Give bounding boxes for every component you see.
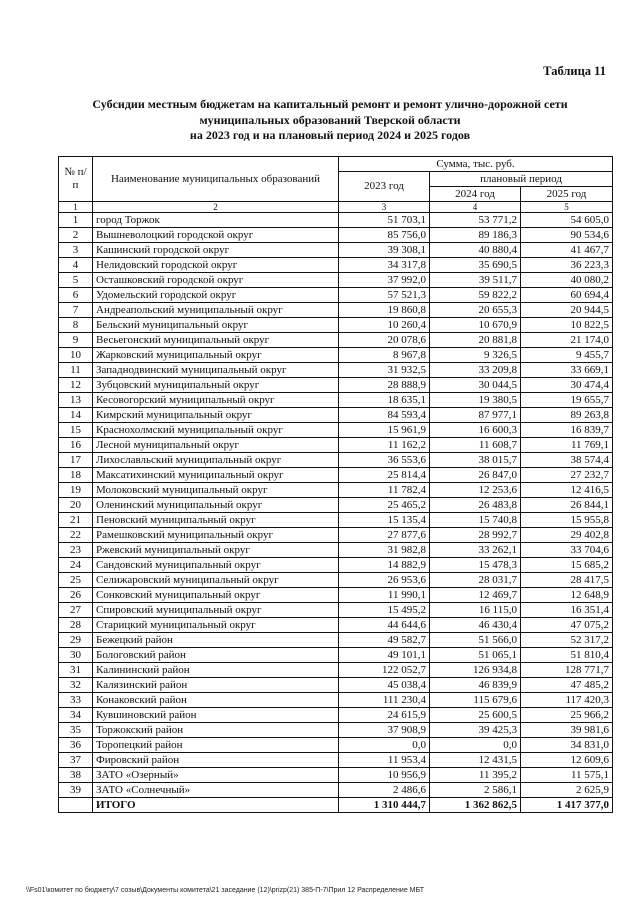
title-line-1: Субсидии местным бюджетам на капитальный ремонт и ремонт улично-дорожной сети xyxy=(92,97,568,111)
amount-2024: 25 600,5 xyxy=(430,708,521,723)
municipality-name: Западнодвинский муниципальный округ xyxy=(93,363,339,378)
column-index: 2 xyxy=(93,202,339,213)
amount-2023: 11 782,4 xyxy=(339,483,430,498)
row-number: 6 xyxy=(59,288,93,303)
amount-2023: 24 615,9 xyxy=(339,708,430,723)
amount-2023: 11 990,1 xyxy=(339,588,430,603)
amount-2025: 25 966,2 xyxy=(521,708,613,723)
amount-2023: 27 877,6 xyxy=(339,528,430,543)
amount-2024: 46 839,9 xyxy=(430,678,521,693)
amount-2023: 28 888,9 xyxy=(339,378,430,393)
amount-2025: 20 944,5 xyxy=(521,303,613,318)
amount-2024: 28 031,7 xyxy=(430,573,521,588)
amount-2023: 31 932,5 xyxy=(339,363,430,378)
municipality-name: Сандовский муниципальный округ xyxy=(93,558,339,573)
amount-2024: 2 586,1 xyxy=(430,783,521,798)
table-row xyxy=(59,453,613,468)
amount-2023: 84 593,4 xyxy=(339,408,430,423)
amount-2025: 2 625,9 xyxy=(521,783,613,798)
amount-2023: 11 953,4 xyxy=(339,753,430,768)
total-2024: 1 362 862,5 xyxy=(430,798,521,813)
amount-2025: 19 655,7 xyxy=(521,393,613,408)
municipality-name: Лихославльский муниципальный округ xyxy=(93,453,339,468)
table-row xyxy=(59,468,613,483)
column-index: 3 xyxy=(339,202,430,213)
row-number: 30 xyxy=(59,648,93,663)
amount-2025: 30 474,4 xyxy=(521,378,613,393)
amount-2024: 9 326,5 xyxy=(430,348,521,363)
row-number: 14 xyxy=(59,408,93,423)
row-number: 28 xyxy=(59,618,93,633)
amount-2023: 15 961,9 xyxy=(339,423,430,438)
amount-2024: 53 771,2 xyxy=(430,213,521,228)
amount-2025: 10 822,5 xyxy=(521,318,613,333)
amount-2024: 126 934,8 xyxy=(430,663,521,678)
municipality-name: Вышневолоцкий городской округ xyxy=(93,228,339,243)
amount-2023: 10 260,4 xyxy=(339,318,430,333)
row-number: 15 xyxy=(59,423,93,438)
municipality-name: Бологовский район xyxy=(93,648,339,663)
row-number: 35 xyxy=(59,723,93,738)
municipality-name: Лесной муниципальный округ xyxy=(93,438,339,453)
municipality-name: Бежецкий район xyxy=(93,633,339,648)
amount-2025: 15 685,2 xyxy=(521,558,613,573)
header-sum: Сумма, тыс. руб. xyxy=(339,157,613,172)
municipality-name: Весьегонский муниципальный округ xyxy=(93,333,339,348)
amount-2024: 87 977,1 xyxy=(430,408,521,423)
amount-2023: 37 908,9 xyxy=(339,723,430,738)
column-index-row xyxy=(59,202,613,213)
table-row xyxy=(59,408,613,423)
amount-2023: 19 860,8 xyxy=(339,303,430,318)
municipality-name: Жарковский муниципальный округ xyxy=(93,348,339,363)
amount-2023: 8 967,8 xyxy=(339,348,430,363)
total-2025: 1 417 377,0 xyxy=(521,798,613,813)
amount-2024: 12 253,6 xyxy=(430,483,521,498)
municipality-name: Ржевский муниципальный округ xyxy=(93,543,339,558)
amount-2025: 28 417,5 xyxy=(521,573,613,588)
amount-2025: 54 605,0 xyxy=(521,213,613,228)
row-number: 33 xyxy=(59,693,93,708)
amount-2024: 10 670,9 xyxy=(430,318,521,333)
municipality-name: Торопецкий район xyxy=(93,738,339,753)
municipality-name: Оленинский муниципальный округ xyxy=(93,498,339,513)
amount-2024: 51 065,1 xyxy=(430,648,521,663)
amount-2025: 36 223,3 xyxy=(521,258,613,273)
municipality-name: Нелидовский городской округ xyxy=(93,258,339,273)
header-name: Наименование муниципальных образований xyxy=(93,157,339,202)
table-row xyxy=(59,348,613,363)
row-number: 31 xyxy=(59,663,93,678)
table-row xyxy=(59,693,613,708)
amount-2023: 51 703,1 xyxy=(339,213,430,228)
municipality-name: Калязинский район xyxy=(93,678,339,693)
municipality-name: Краснохолмский муниципальный округ xyxy=(93,423,339,438)
amount-2025: 39 981,6 xyxy=(521,723,613,738)
municipality-name: Кашинский городской округ xyxy=(93,243,339,258)
amount-2025: 60 694,4 xyxy=(521,288,613,303)
table-label: Таблица 11 xyxy=(543,64,606,78)
amount-2025: 12 609,6 xyxy=(521,753,613,768)
amount-2023: 85 756,0 xyxy=(339,228,430,243)
table-row xyxy=(59,423,613,438)
header-num: № п/п xyxy=(59,157,93,202)
amount-2025: 52 317,2 xyxy=(521,633,613,648)
table-row xyxy=(59,753,613,768)
municipality-name: Старицкий муниципальный округ xyxy=(93,618,339,633)
amount-2025: 16 351,4 xyxy=(521,603,613,618)
amount-2024: 19 380,5 xyxy=(430,393,521,408)
amount-2024: 15 478,3 xyxy=(430,558,521,573)
amount-2023: 25 465,2 xyxy=(339,498,430,513)
municipality-name: Кимрский муниципальный округ xyxy=(93,408,339,423)
municipality-name: Андреапольский муниципальный округ xyxy=(93,303,339,318)
total-num-cell xyxy=(59,798,93,813)
municipality-name: Спировский муниципальный округ xyxy=(93,603,339,618)
table-row xyxy=(59,723,613,738)
row-number: 38 xyxy=(59,768,93,783)
municipality-name: ЗАТО «Озерный» xyxy=(93,768,339,783)
table-row xyxy=(59,783,613,798)
row-number: 17 xyxy=(59,453,93,468)
amount-2023: 31 982,8 xyxy=(339,543,430,558)
row-number: 19 xyxy=(59,483,93,498)
municipality-name: Молоковский муниципальный округ xyxy=(93,483,339,498)
row-number: 34 xyxy=(59,708,93,723)
table-row xyxy=(59,768,613,783)
amount-2023: 25 814,4 xyxy=(339,468,430,483)
header-2025: 2025 год xyxy=(521,187,613,202)
total-2023: 1 310 444,7 xyxy=(339,798,430,813)
amount-2024: 30 044,5 xyxy=(430,378,521,393)
amount-2025: 89 263,8 xyxy=(521,408,613,423)
table-row xyxy=(59,738,613,753)
amount-2023: 49 101,1 xyxy=(339,648,430,663)
amount-2025: 41 467,7 xyxy=(521,243,613,258)
amount-2024: 12 469,7 xyxy=(430,588,521,603)
table-row xyxy=(59,438,613,453)
amount-2024: 89 186,3 xyxy=(430,228,521,243)
amount-2023: 122 052,7 xyxy=(339,663,430,678)
amount-2025: 38 574,4 xyxy=(521,453,613,468)
table-row xyxy=(59,678,613,693)
amount-2025: 29 402,8 xyxy=(521,528,613,543)
column-index: 5 xyxy=(521,202,613,213)
amount-2023: 10 956,9 xyxy=(339,768,430,783)
row-number: 23 xyxy=(59,543,93,558)
amount-2023: 44 644,6 xyxy=(339,618,430,633)
amount-2025: 11 575,1 xyxy=(521,768,613,783)
amount-2025: 117 420,3 xyxy=(521,693,613,708)
amount-2025: 12 648,9 xyxy=(521,588,613,603)
column-index: 1 xyxy=(59,202,93,213)
amount-2023: 57 521,3 xyxy=(339,288,430,303)
municipality-name: Кувшиновский район xyxy=(93,708,339,723)
total-label: ИТОГО xyxy=(93,798,339,813)
row-number: 11 xyxy=(59,363,93,378)
amount-2023: 15 495,2 xyxy=(339,603,430,618)
title-line-2: муниципальных образований Тверской области xyxy=(199,112,461,127)
amount-2024: 33 209,8 xyxy=(430,363,521,378)
table-row xyxy=(59,288,613,303)
amount-2025: 9 455,7 xyxy=(521,348,613,363)
amount-2024: 46 430,4 xyxy=(430,618,521,633)
table-row xyxy=(59,543,613,558)
row-number: 5 xyxy=(59,273,93,288)
column-index: 4 xyxy=(430,202,521,213)
table-row xyxy=(59,708,613,723)
table-row xyxy=(59,393,613,408)
row-number: 2 xyxy=(59,228,93,243)
amount-2023: 111 230,4 xyxy=(339,693,430,708)
table-row xyxy=(59,633,613,648)
row-number: 21 xyxy=(59,513,93,528)
amount-2025: 33 704,6 xyxy=(521,543,613,558)
table-row xyxy=(59,273,613,288)
table-row xyxy=(59,528,613,543)
amount-2024: 28 992,7 xyxy=(430,528,521,543)
table-row xyxy=(59,363,613,378)
amount-2023: 11 162,2 xyxy=(339,438,430,453)
row-number: 29 xyxy=(59,633,93,648)
amount-2023: 39 308,1 xyxy=(339,243,430,258)
municipality-name: Торжокский район xyxy=(93,723,339,738)
amount-2025: 26 844,1 xyxy=(521,498,613,513)
amount-2024: 39 425,3 xyxy=(430,723,521,738)
row-number: 8 xyxy=(59,318,93,333)
header-planned-period: плановый период xyxy=(430,172,613,187)
header-2023: 2023 год xyxy=(339,172,430,202)
table-row xyxy=(59,663,613,678)
amount-2025: 16 839,7 xyxy=(521,423,613,438)
amount-2025: 33 669,1 xyxy=(521,363,613,378)
amount-2024: 12 431,5 xyxy=(430,753,521,768)
amount-2024: 16 600,3 xyxy=(430,423,521,438)
amount-2023: 0,0 xyxy=(339,738,430,753)
row-number: 9 xyxy=(59,333,93,348)
amount-2024: 115 679,6 xyxy=(430,693,521,708)
amount-2023: 36 553,6 xyxy=(339,453,430,468)
amount-2024: 20 881,8 xyxy=(430,333,521,348)
subsidy-table xyxy=(58,156,613,813)
municipality-name: Зубцовский муниципальный округ xyxy=(93,378,339,393)
municipality-name: Бельский муниципальный округ xyxy=(93,318,339,333)
amount-2024: 40 880,4 xyxy=(430,243,521,258)
amount-2024: 20 655,3 xyxy=(430,303,521,318)
table-row xyxy=(59,558,613,573)
row-number: 37 xyxy=(59,753,93,768)
table-row xyxy=(59,243,613,258)
table-row xyxy=(59,513,613,528)
amount-2024: 15 740,8 xyxy=(430,513,521,528)
table-row xyxy=(59,213,613,228)
amount-2023: 14 882,9 xyxy=(339,558,430,573)
amount-2024: 38 015,7 xyxy=(430,453,521,468)
amount-2025: 15 955,8 xyxy=(521,513,613,528)
amount-2023: 49 582,7 xyxy=(339,633,430,648)
amount-2025: 27 232,7 xyxy=(521,468,613,483)
amount-2023: 2 486,6 xyxy=(339,783,430,798)
table-row xyxy=(59,303,613,318)
municipality-name: ЗАТО «Солнечный» xyxy=(93,783,339,798)
amount-2023: 26 953,6 xyxy=(339,573,430,588)
row-number: 4 xyxy=(59,258,93,273)
row-number: 27 xyxy=(59,603,93,618)
row-number: 13 xyxy=(59,393,93,408)
amount-2025: 90 534,6 xyxy=(521,228,613,243)
row-number: 22 xyxy=(59,528,93,543)
amount-2024: 11 608,7 xyxy=(430,438,521,453)
table-row xyxy=(59,603,613,618)
table-row xyxy=(59,483,613,498)
municipality-name: Осташковский городской округ xyxy=(93,273,339,288)
municipality-name: Сонковский муниципальный округ xyxy=(93,588,339,603)
municipality-name: город Торжок xyxy=(93,213,339,228)
amount-2024: 16 115,0 xyxy=(430,603,521,618)
table-row xyxy=(59,333,613,348)
row-number: 39 xyxy=(59,783,93,798)
amount-2025: 128 771,7 xyxy=(521,663,613,678)
amount-2023: 45 038,4 xyxy=(339,678,430,693)
municipality-name: Селижаровский муниципальный округ xyxy=(93,573,339,588)
amount-2025: 47 075,2 xyxy=(521,618,613,633)
row-number: 1 xyxy=(59,213,93,228)
municipality-name: Фировский район xyxy=(93,753,339,768)
amount-2023: 37 992,0 xyxy=(339,273,430,288)
table-row xyxy=(59,648,613,663)
row-number: 32 xyxy=(59,678,93,693)
table-row xyxy=(59,498,613,513)
municipality-name: Кесовогорский муниципальный округ xyxy=(93,393,339,408)
amount-2025: 11 769,1 xyxy=(521,438,613,453)
amount-2024: 0,0 xyxy=(430,738,521,753)
amount-2024: 35 690,5 xyxy=(430,258,521,273)
amount-2024: 26 483,8 xyxy=(430,498,521,513)
amount-2023: 18 635,1 xyxy=(339,393,430,408)
municipality-name: Рамешковский муниципальный округ xyxy=(93,528,339,543)
table-row xyxy=(59,618,613,633)
table-row xyxy=(59,258,613,273)
row-number: 16 xyxy=(59,438,93,453)
file-path-footer: \\Fs01\комитет по бюджету\7 созыв\Документы комитета\21 заседание (12)\prizp(21) 385-П-7\Прил 12 Распределение МБТ xyxy=(26,887,425,894)
total-row xyxy=(59,798,613,813)
amount-2024: 39 511,7 xyxy=(430,273,521,288)
row-number: 3 xyxy=(59,243,93,258)
row-number: 25 xyxy=(59,573,93,588)
row-number: 24 xyxy=(59,558,93,573)
amount-2025: 34 831,0 xyxy=(521,738,613,753)
amount-2025: 51 810,4 xyxy=(521,648,613,663)
table-row xyxy=(59,588,613,603)
amount-2023: 20 078,6 xyxy=(339,333,430,348)
title-line-3: на 2023 год и на плановый период 2024 и 2025 годов xyxy=(189,128,471,142)
row-number: 36 xyxy=(59,738,93,753)
amount-2025: 12 416,5 xyxy=(521,483,613,498)
amount-2024: 33 262,1 xyxy=(430,543,521,558)
municipality-name: Калининский район xyxy=(93,663,339,678)
row-number: 26 xyxy=(59,588,93,603)
amount-2024: 51 566,0 xyxy=(430,633,521,648)
header-2024: 2024 год xyxy=(430,187,521,202)
municipality-name: Пеновский муниципальный округ xyxy=(93,513,339,528)
row-number: 7 xyxy=(59,303,93,318)
amount-2024: 11 395,2 xyxy=(430,768,521,783)
table-body xyxy=(59,213,613,798)
row-number: 18 xyxy=(59,468,93,483)
municipality-name: Максатихинский муниципальный округ xyxy=(93,468,339,483)
table-row xyxy=(59,573,613,588)
amount-2023: 34 317,8 xyxy=(339,258,430,273)
row-number: 20 xyxy=(59,498,93,513)
row-number: 10 xyxy=(59,348,93,363)
amount-2024: 59 822,2 xyxy=(430,288,521,303)
amount-2024: 26 847,0 xyxy=(430,468,521,483)
amount-2025: 47 485,2 xyxy=(521,678,613,693)
table-row xyxy=(59,228,613,243)
table-row xyxy=(59,318,613,333)
row-number: 12 xyxy=(59,378,93,393)
municipality-name: Конаковский район xyxy=(93,693,339,708)
table-row xyxy=(59,378,613,393)
amount-2025: 21 174,0 xyxy=(521,333,613,348)
amount-2025: 40 080,2 xyxy=(521,273,613,288)
document-title xyxy=(60,97,600,144)
municipality-name: Удомельский городской округ xyxy=(93,288,339,303)
amount-2023: 15 135,4 xyxy=(339,513,430,528)
